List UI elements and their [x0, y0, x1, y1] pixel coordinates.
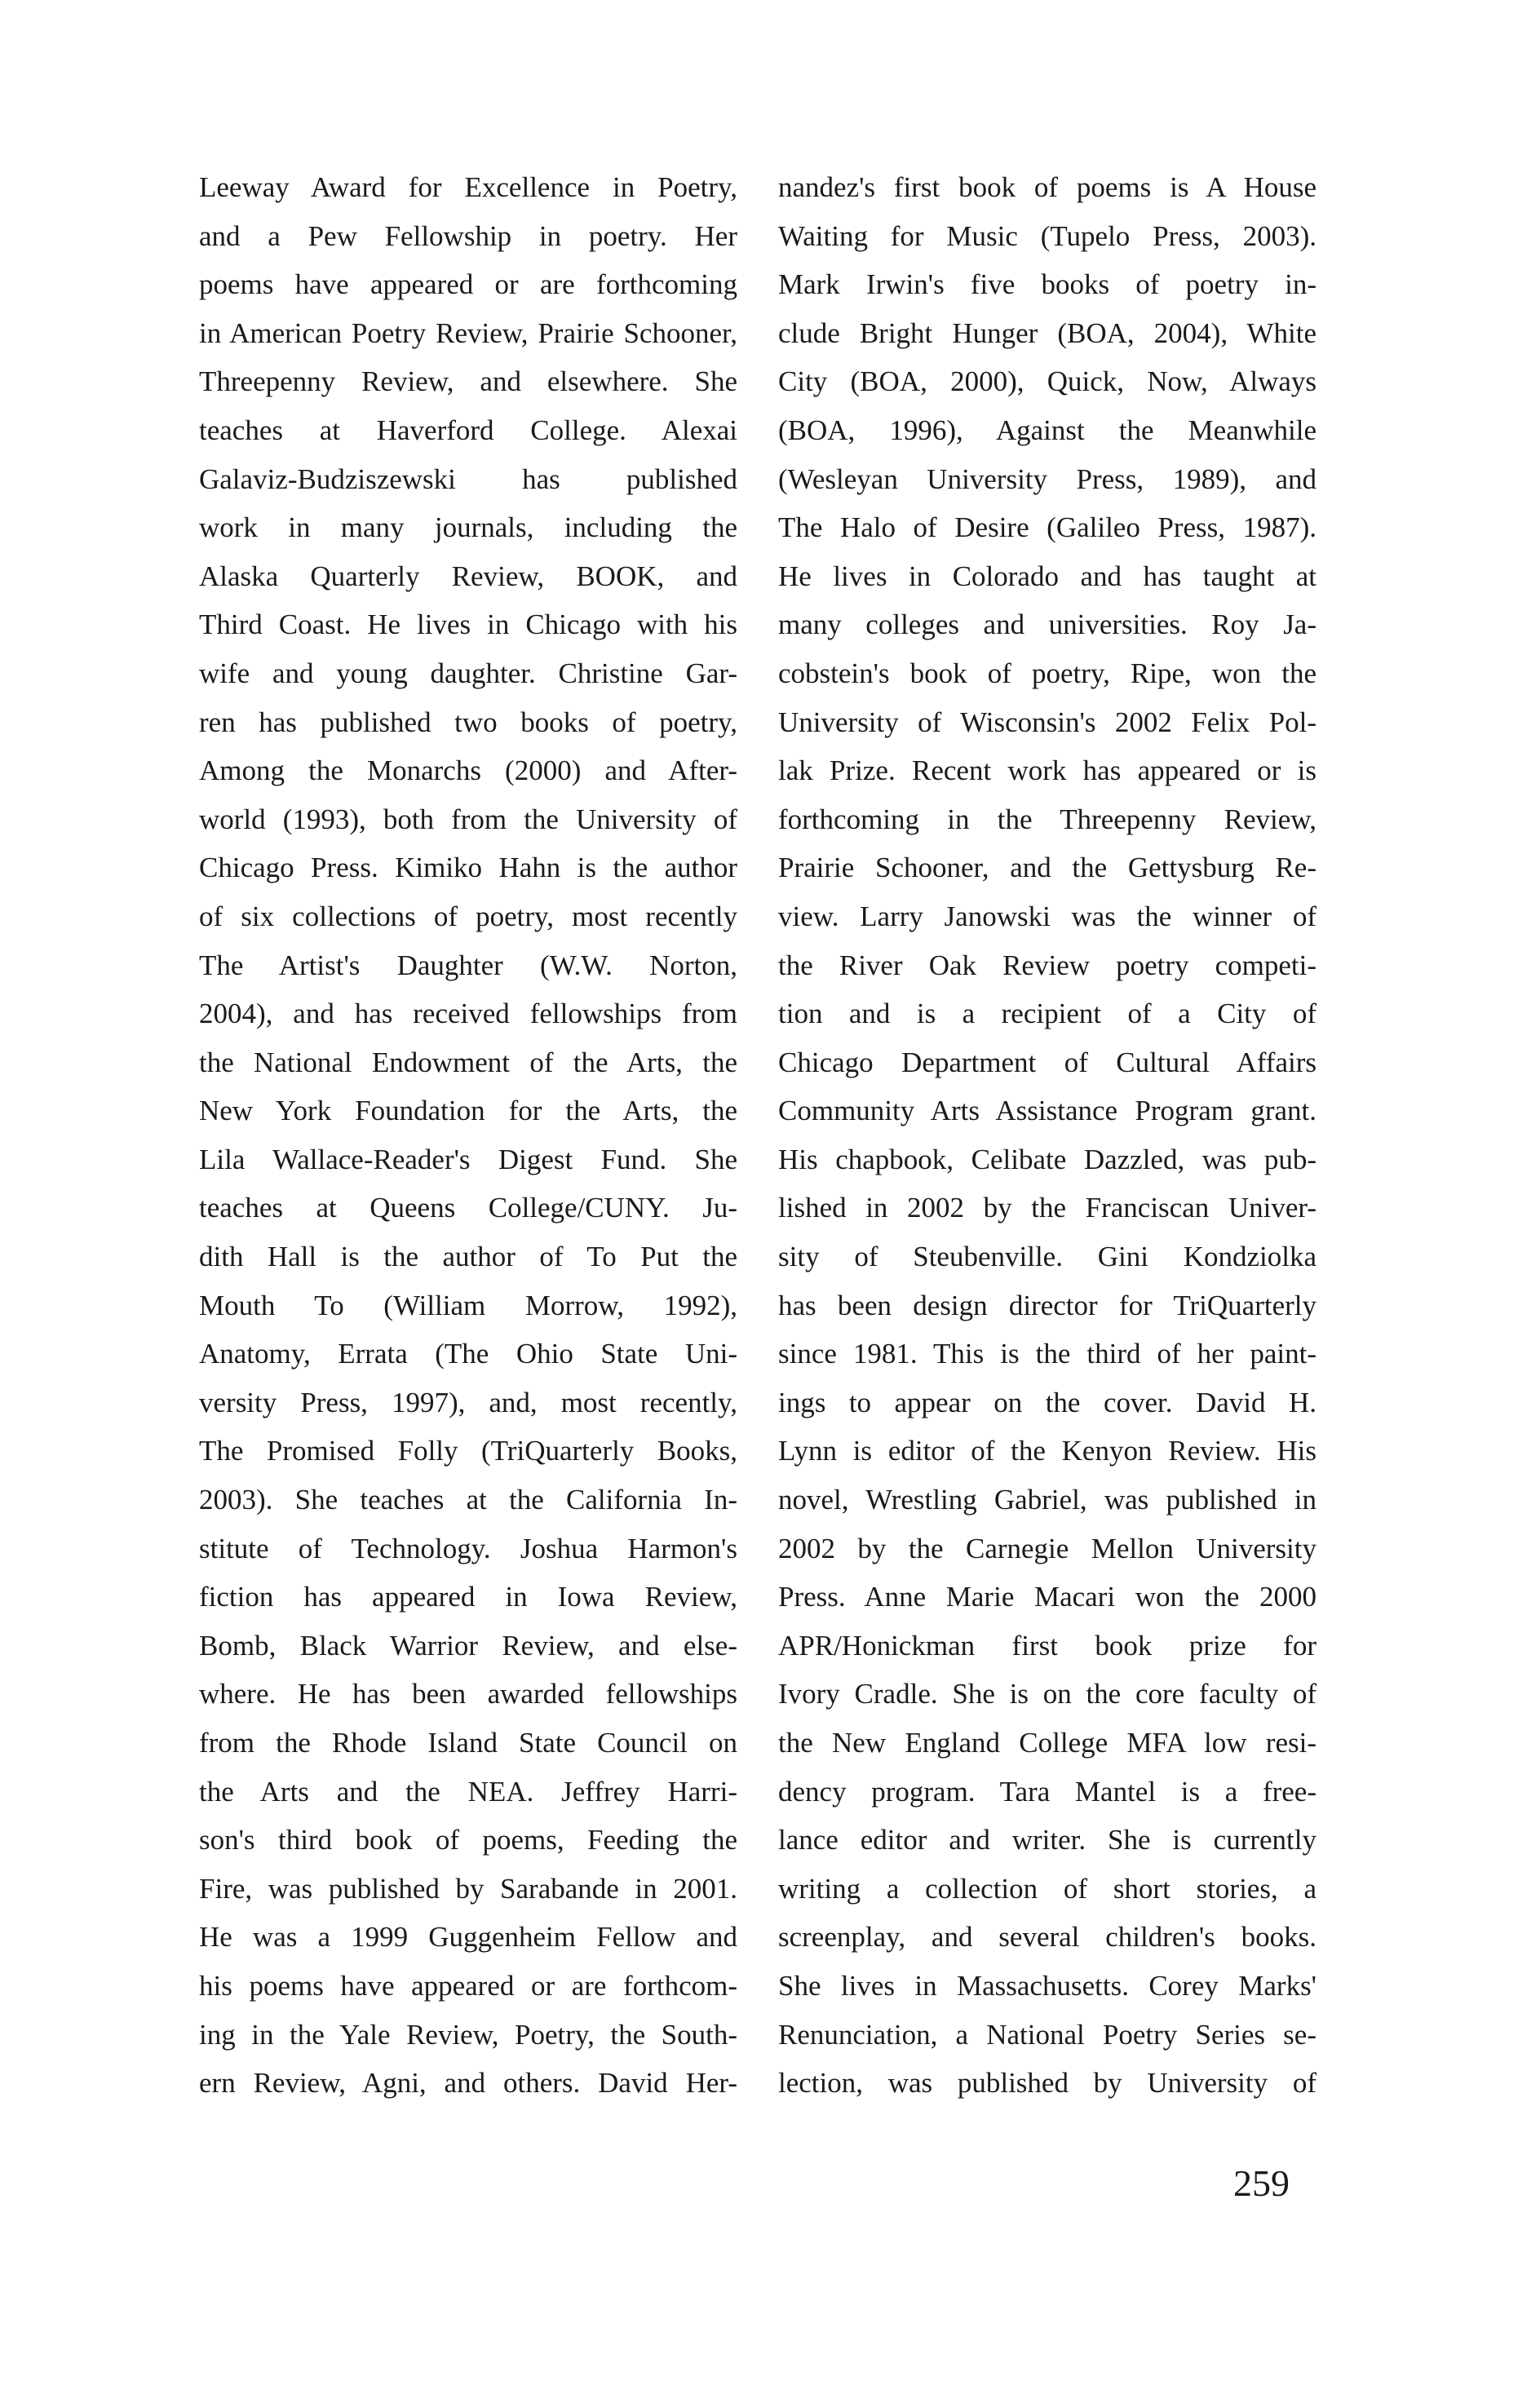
text-line: fiction has appeared in Iowa Review, — [199, 1581, 737, 1613]
text-line: She lives in Massachusetts. Corey Marks' — [778, 1969, 1317, 2002]
text-line: stitute of Technology. Joshua Harmon's — [199, 1532, 737, 1564]
text-line: lance editor and writer. She is currently — [778, 1824, 1317, 1856]
text-line: Chicago Press. Kimiko Hahn is the author — [199, 852, 737, 884]
text-line: son's third book of poems, Feeding the — [199, 1824, 737, 1856]
text-line: Third Coast. He lives in Chicago with his — [199, 608, 737, 641]
text-line: writing a collection of short stories, a — [778, 1872, 1317, 1905]
text-line: where. He has been awarded fellowships — [199, 1678, 737, 1710]
text-line: Fire, was published by Sarabande in 2001. — [199, 1872, 737, 1905]
text-line: Waiting for Music (Tupelo Press, 2003). — [778, 219, 1317, 252]
text-line: Leeway Award for Excellence in Poetry, — [199, 171, 737, 203]
text-line: novel, Wrestling Gabriel, was published in — [778, 1484, 1317, 1516]
text-line: Galaviz-Budziszewski has published — [199, 462, 737, 495]
text-line: Prairie Schooner, and the Gettysburg Re- — [778, 852, 1317, 884]
text-line: sity of Steubenville. Gini Kondziolka — [778, 1241, 1317, 1273]
page-number: 259 — [1233, 2162, 1290, 2204]
right-column — [778, 163, 1317, 2108]
text-line: 2004), and has received fellowships from — [199, 998, 737, 1030]
left-column — [199, 163, 737, 2108]
text-line: 2002 by the Carnegie Mellon University — [778, 1532, 1317, 1564]
text-line: ing in the Yale Review, Poetry, the South- — [199, 2018, 737, 2051]
text-line: lection, was published by University of — [778, 2067, 1317, 2100]
text-line: since 1981. This is the third of her paint- — [778, 1338, 1317, 1370]
text-line: the National Endowment of the Arts, the — [199, 1046, 737, 1078]
text-line: dency program. Tara Mantel is a free- — [778, 1775, 1317, 1808]
text-line: of six collections of poetry, most recently — [199, 900, 737, 932]
text-line: the River Oak Review poetry competi- — [778, 949, 1317, 981]
text-line: tion and is a recipient of a City of — [778, 998, 1317, 1030]
text-line: The Halo of Desire (Galileo Press, 1987). — [778, 511, 1317, 544]
text-line: world (1993), both from the University of — [199, 803, 737, 835]
text-line: the Arts and the NEA. Jeffrey Harri- — [199, 1775, 737, 1808]
text-line: teaches at Haverford College. Alexai — [199, 414, 737, 446]
text-line: (Wesleyan University Press, 1989), and — [778, 462, 1317, 495]
text-line: wife and young daughter. Christine Gar- — [199, 657, 737, 689]
text-line: poems have appeared or are forthcoming — [199, 268, 737, 301]
text-line: forthcoming in the Threepenny Review, — [778, 803, 1317, 835]
text-line: City (BOA, 2000), Quick, Now, Always — [778, 365, 1317, 398]
text-line: Chicago Department of Cultural Affairs — [778, 1046, 1317, 1078]
text-line: Bomb, Black Warrior Review, and else- — [199, 1629, 737, 1662]
text-line: Lila Wallace-Reader's Digest Fund. She — [199, 1143, 737, 1175]
text-line: His chapbook, Celibate Dazzled, was pub- — [778, 1143, 1317, 1175]
text-line: Press. Anne Marie Macari won the 2000 — [778, 1581, 1317, 1613]
text-line: lak Prize. Recent work has appeared or is — [778, 754, 1317, 787]
text-line: the New England College MFA low resi- — [778, 1727, 1317, 1759]
text-line: in American Poetry Review, Prairie Schooner, — [199, 316, 737, 349]
text-line: dith Hall is the author of To Put the — [199, 1241, 737, 1273]
text-line: nandez's first book of poems is A House — [778, 171, 1317, 203]
text-line: screenplay, and several children's books. — [778, 1921, 1317, 1954]
text-line: (BOA, 1996), Against the Meanwhile — [778, 414, 1317, 446]
text-line: The Artist's Daughter (W.W. Norton, — [199, 949, 737, 981]
text-line: versity Press, 1997), and, most recently, — [199, 1386, 737, 1418]
text-line: Renunciation, a National Poetry Series se- — [778, 2018, 1317, 2051]
text-line: He lives in Colorado and has taught at — [778, 560, 1317, 592]
text-line: Mouth To (William Morrow, 1992), — [199, 1289, 737, 1321]
text-line: ren has published two books of poetry, — [199, 706, 737, 738]
text-line: 2003). She teaches at the California In- — [199, 1484, 737, 1516]
text-line: Anatomy, Errata (The Ohio State Uni- — [199, 1338, 737, 1370]
text-line: cobstein's book of poetry, Ripe, won the — [778, 657, 1317, 689]
text-line: view. Larry Janowski was the winner of — [778, 900, 1317, 932]
text-line: ern Review, Agni, and others. David Her- — [199, 2067, 737, 2100]
text-line: Lynn is editor of the Kenyon Review. His — [778, 1435, 1317, 1467]
text-line: work in many journals, including the — [199, 511, 737, 544]
text-line: He was a 1999 Guggenheim Fellow and — [199, 1921, 737, 1954]
text-line: Ivory Cradle. She is on the core faculty of — [778, 1678, 1317, 1710]
text-line: APR/Honickman first book prize for — [778, 1629, 1317, 1662]
text-line: Alaska Quarterly Review, BOOK, and — [199, 560, 737, 592]
text-line: and a Pew Fellowship in poetry. Her — [199, 219, 737, 252]
text-line: from the Rhode Island State Council on — [199, 1727, 737, 1759]
text-line: lished in 2002 by the Franciscan Univer- — [778, 1192, 1317, 1224]
text-line: clude Bright Hunger (BOA, 2004), White — [778, 316, 1317, 349]
text-line: ings to appear on the cover. David H. — [778, 1386, 1317, 1418]
text-line: has been design director for TriQuarterly — [778, 1289, 1317, 1321]
text-line: New York Foundation for the Arts, the — [199, 1095, 737, 1127]
text-line: many colleges and universities. Roy Ja- — [778, 608, 1317, 641]
text-line: Community Arts Assistance Program grant. — [778, 1095, 1317, 1127]
text-line: his poems have appeared or are forthcom- — [199, 1969, 737, 2002]
text-line: Threepenny Review, and elsewhere. She — [199, 365, 737, 398]
text-line: Mark Irwin's five books of poetry in- — [778, 268, 1317, 301]
text-line: The Promised Folly (TriQuarterly Books, — [199, 1435, 737, 1467]
text-line: Among the Monarchs (2000) and After- — [199, 754, 737, 787]
text-line: teaches at Queens College/CUNY. Ju- — [199, 1192, 737, 1224]
text-line: University of Wisconsin's 2002 Felix Pol- — [778, 706, 1317, 738]
